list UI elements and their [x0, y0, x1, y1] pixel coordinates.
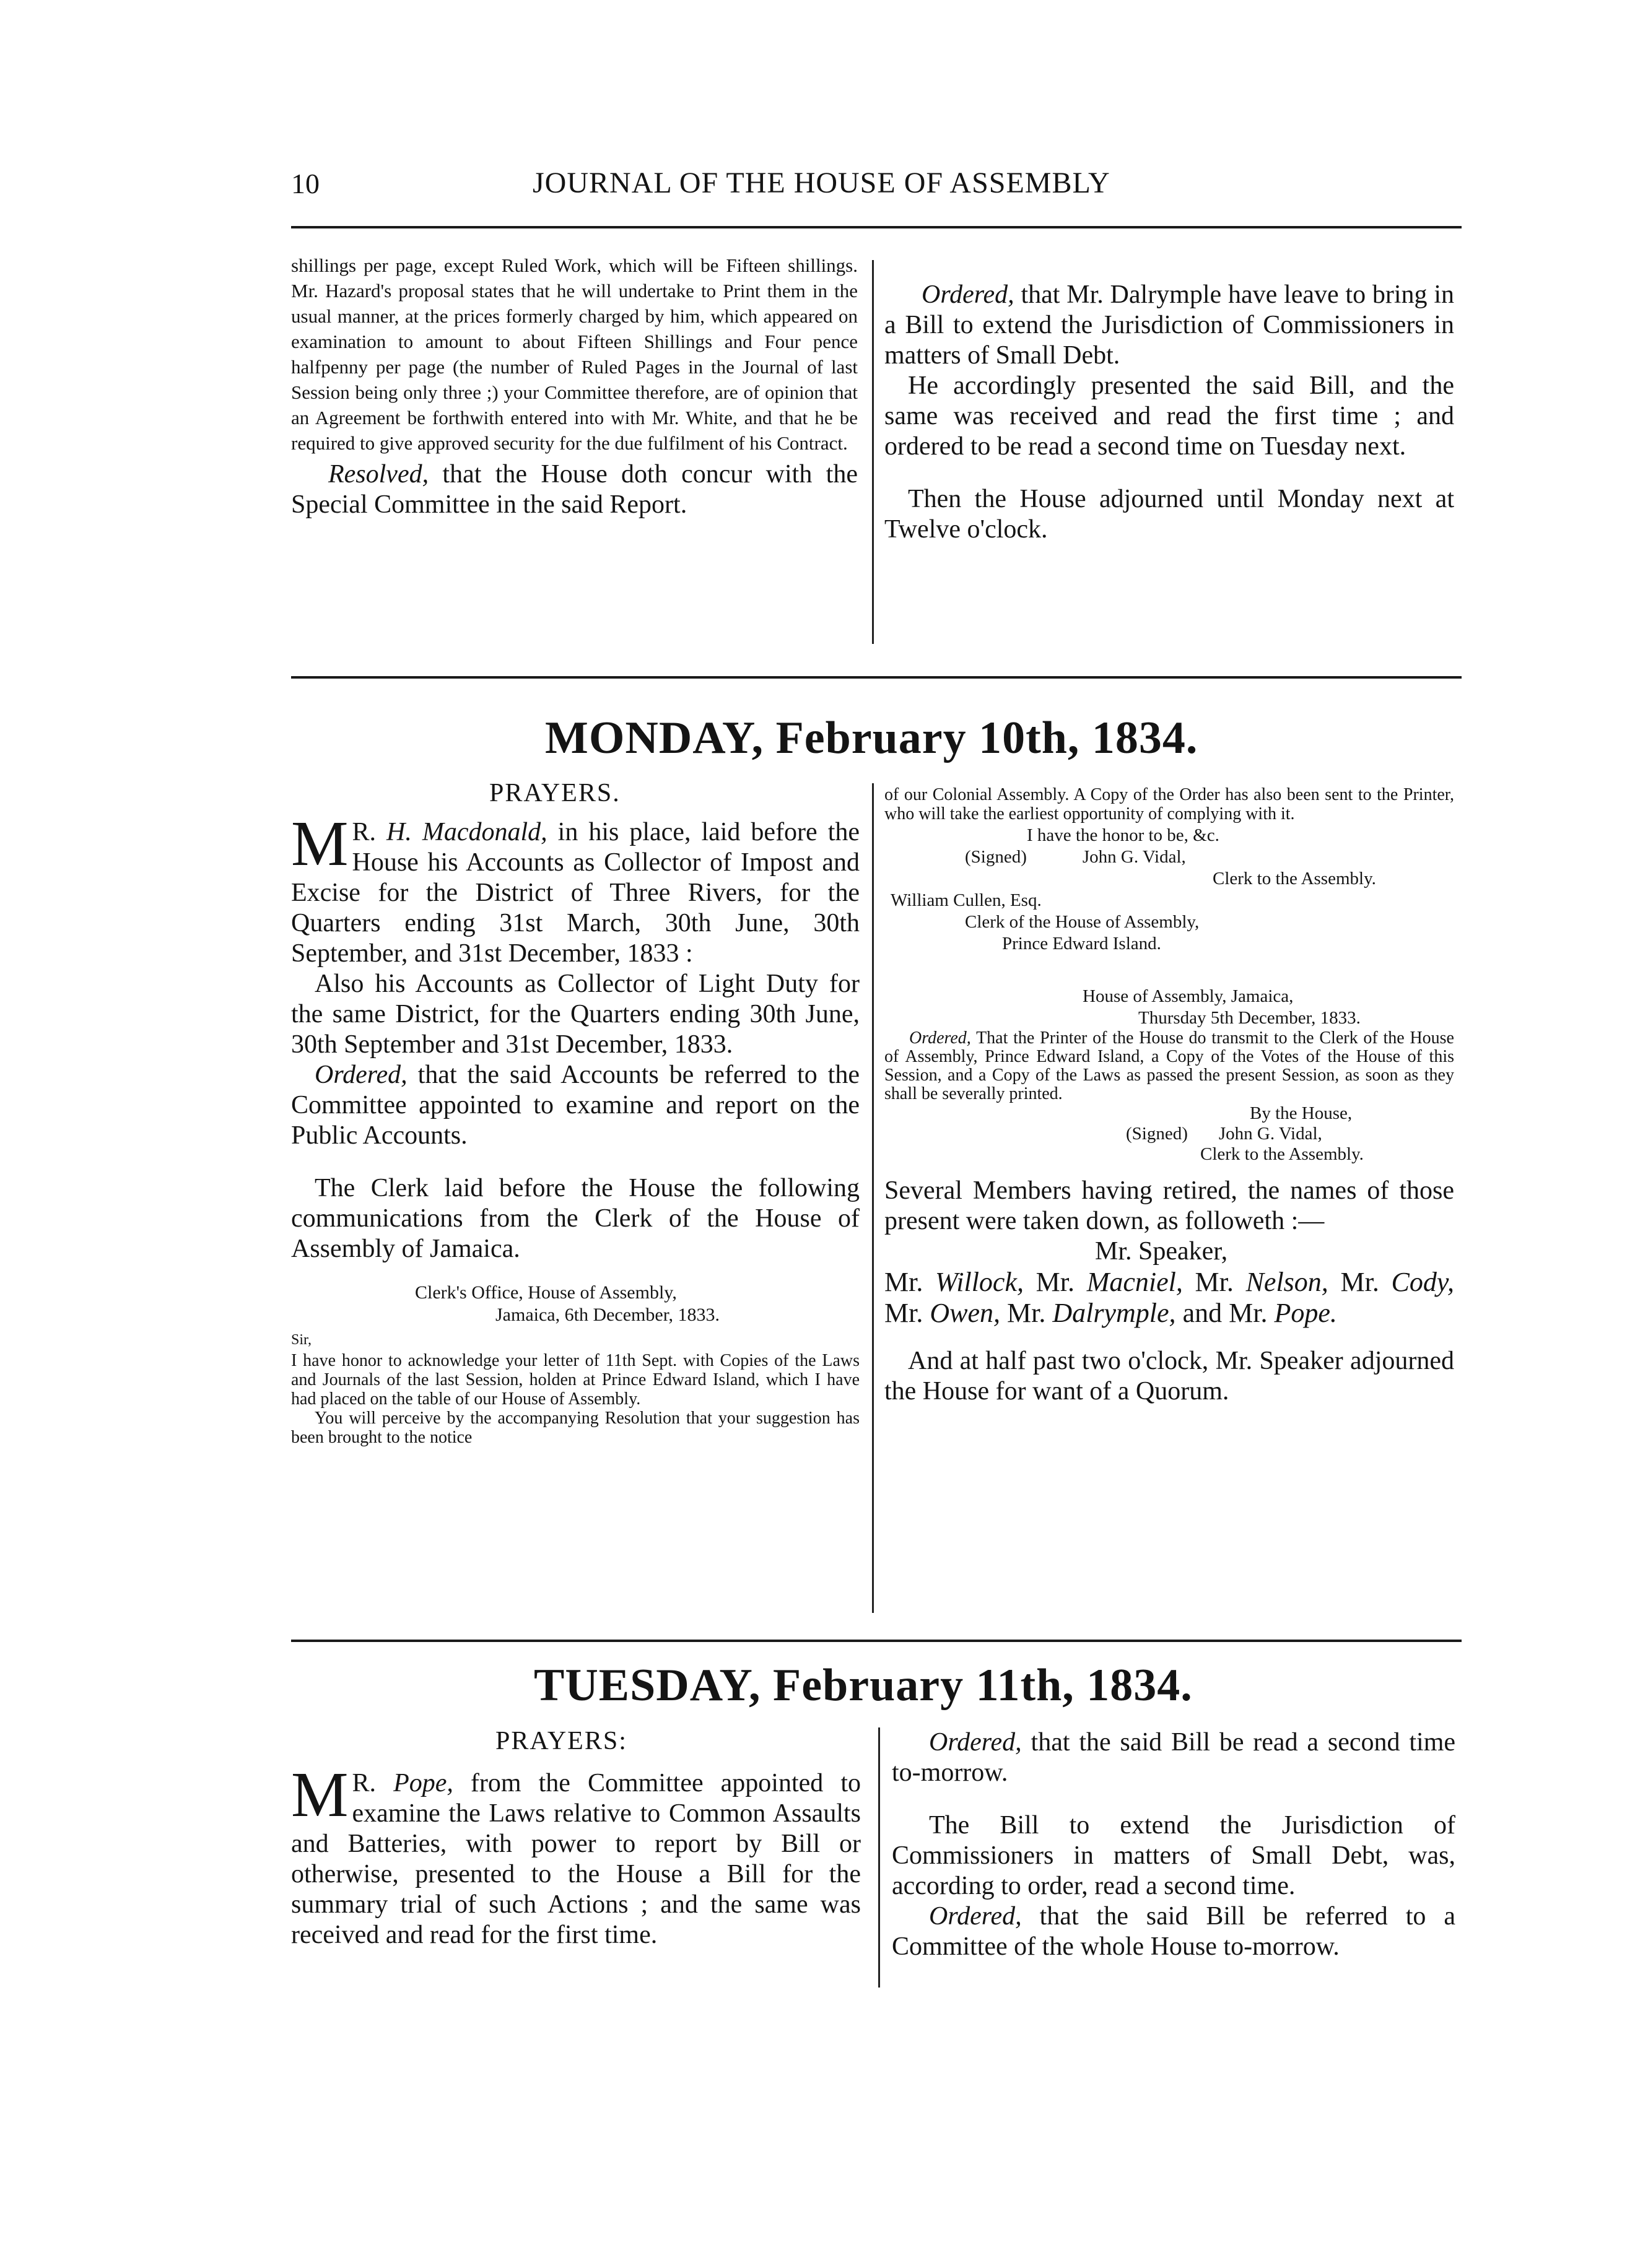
running-title: JOURNAL OF THE HOUSE OF ASSEMBLY: [533, 167, 1110, 199]
resolved-paragraph: [291, 459, 858, 520]
jamaica-order-label: Ordered,: [909, 1028, 971, 1048]
monday-right-column: [884, 785, 1454, 1407]
macdonald-paragraph: [291, 808, 860, 969]
ordered-label: Ordered,: [922, 280, 1014, 309]
jamaica-order-text: That the Printer of the House do transmit to the Clerk of the House of Assembly, Prince Edward Island, a Copy of the Votes of the House of this Session, and a Copy of the Laws as passed the present Session, as soon as they shall be severally printed.: [884, 1028, 1454, 1103]
pope-name: Pope,: [393, 1769, 453, 1797]
committee-report-text: shillings per page, except Ruled Work, which will be Fifteen shillings. Mr. Hazard's proposal states that he will undertake to Print them in the usual manner, at the prices formerly charged by him, which appeared on examination to amount to about Fifteen Shillings and Four pence halfpenny per page (the number of Ruled Pages in the Journal of last Session being only three ;) your Committee therefore, are of opinion that an Agreement be forthwith entered into with Mr. White, and that he be required to give approved security for the due fulfilment of his Contract.: [291, 254, 858, 454]
tuesday-prayers: PRAYERS:: [495, 1727, 627, 1755]
mr-2: Mr.: [1024, 1267, 1087, 1297]
addressee-title-1: Clerk of the House of Assembly,: [965, 912, 1200, 932]
member-macniel: Macniel,: [1086, 1267, 1183, 1297]
letter-body-2: You will perceive by the accompanying Resolution that your suggestion has been brought to the notice: [291, 1409, 860, 1447]
honor-line: I have the honor to be, &c.: [1027, 825, 1219, 845]
member-willock: Willock,: [935, 1267, 1024, 1297]
monday-left-column: [291, 808, 860, 1447]
member-nelson: Nelson,: [1245, 1267, 1328, 1297]
letter-place-line1: Clerk's Office, House of Assembly,: [415, 1282, 677, 1303]
monday-prayers: PRAYERS.: [489, 779, 621, 807]
tuesday-column-divider: [878, 1727, 880, 1988]
light-duty-paragraph: Also his Accounts as Collector of Light Duty for the same District, for the Quarters ending 30th June, 30th September and 31st December, 1833.: [291, 970, 860, 1059]
accounts-ordered-text: that the said Accounts be referred to the Committee appointed to examine and report on the Public Accounts.: [291, 1061, 860, 1150]
by-house-line: By the House,: [1250, 1103, 1353, 1123]
tuesday-heading: TUESDAY, February 11th, 1834.: [534, 1660, 1193, 1711]
adjourned-paragraph: Then the House adjourned until Monday next at Twelve o'clock.: [884, 485, 1454, 544]
mr-7: and Mr.: [1175, 1298, 1275, 1328]
mr-4: Mr.: [1328, 1267, 1392, 1297]
pope-text: from the Committee appointed to examine the Laws relative to Common Assaults and Batteries, with power to report by Bill or otherwise, presented to the House a Bill for the summary trial of such Actions ; and the same was received and read for the first time.: [291, 1769, 861, 1949]
mr-1: Mr.: [884, 1267, 936, 1297]
dropcap-m-tuesday: M: [291, 1759, 349, 1830]
tuesday-left-column: [291, 1759, 861, 1950]
monday-heading: MONDAY, February 10th, 1834.: [545, 713, 1198, 763]
mr-5: Mr.: [884, 1298, 930, 1328]
top-right-column: [884, 280, 1454, 545]
monday-column-divider: [872, 783, 874, 1613]
ordered-paragraph: [884, 280, 1454, 371]
presented-paragraph: He accordingly presented the said Bill, and the same was received and read the first time ; and ordered to be read a second time on Tuesday next.: [884, 371, 1454, 461]
order-place-2: Thursday 5th December, 1833.: [1138, 1008, 1361, 1028]
p1-start: R.: [352, 818, 387, 846]
signed2-label: (Signed): [1126, 1124, 1188, 1144]
letter-place-line2: Jamaica, 6th December, 1833.: [495, 1305, 720, 1325]
page-number: 10: [291, 168, 320, 199]
letter-body-1: I have honor to acknowledge your letter of 11th Sept. with Copies of the Laws and Journals of the last Session, holden at Prince Edward Island, which I have had placed on the table of our House of Assembly.: [291, 1351, 860, 1409]
mr-3: Mr.: [1182, 1267, 1246, 1297]
second-reading-paragraph: [892, 1727, 1455, 1788]
macdonald-name: H. Macdonald,: [386, 818, 547, 846]
letter-continuation: of our Colonial Assembly. A Copy of the Order has also been sent to the Printer, who will take the earliest opportunity of complying with it.: [884, 785, 1454, 823]
signer-title: Clerk to the Assembly.: [1213, 869, 1376, 889]
members-list: [884, 1267, 1454, 1329]
addressee-name: William Cullen, Esq.: [891, 890, 1042, 910]
retired-paragraph: Several Members having retired, the names of those present were taken down, as followeth :—: [884, 1176, 1454, 1235]
second-reading-label: Ordered,: [929, 1728, 1022, 1757]
signed2-line: [884, 1124, 1454, 1144]
ordered-text: that Mr. Dalrymple have leave to bring in a Bill to extend the Jurisdiction of Commissioners in matters of Small Debt.: [884, 280, 1454, 370]
macdonald-text: in his place, laid before the House his Accounts as Collector of Impost and Excise for the District of Three Rivers, for the Quarters ending 31st March, 30th June, 30th September, and 31st December, 1833 :: [291, 818, 860, 968]
clerk-communications-paragraph: The Clerk laid before the House the following communications from the Clerk of the House of Assembly of Jamaica.: [291, 1174, 860, 1263]
section-rule-tuesday: [291, 1640, 1462, 1642]
speaker-line: Mr. Speaker,: [1095, 1237, 1228, 1266]
order-place-1: House of Assembly, Jamaica,: [1083, 986, 1294, 1006]
member-dalrymple: Dalrymple,: [1052, 1298, 1176, 1328]
member-owen: Owen,: [930, 1298, 1001, 1328]
signer-name: John G. Vidal,: [1082, 847, 1186, 867]
member-cody: Cody,: [1391, 1267, 1454, 1297]
pope-p1-start: R.: [352, 1769, 394, 1797]
signed-line: [884, 846, 1454, 868]
signer2-title: Clerk to the Assembly.: [1200, 1144, 1364, 1164]
pope-paragraph: [291, 1759, 861, 1950]
tuesday-right-column: [892, 1727, 1455, 1962]
accounts-ordered-paragraph: [291, 1060, 860, 1151]
addressee-title-2: Prince Edward Island.: [1002, 934, 1161, 954]
committee-ordered-paragraph: [892, 1901, 1455, 1962]
dropcap-m: M: [291, 808, 349, 879]
jamaica-order-paragraph: [884, 1029, 1454, 1103]
committee-ordered-label: Ordered,: [929, 1902, 1022, 1931]
signer2-name: John G. Vidal,: [1218, 1124, 1322, 1144]
header-rule: [291, 226, 1462, 228]
member-pope: Pope.: [1274, 1298, 1337, 1328]
resolved-text: that the House doth concur with the Special Committee in the said Report.: [291, 460, 858, 519]
quorum-paragraph: And at half past two o'clock, Mr. Speaker adjourned the House for want of a Quorum.: [884, 1347, 1454, 1406]
resolved-label: Resolved,: [328, 460, 429, 489]
section-rule-monday: [291, 676, 1462, 679]
top-left-column: [291, 253, 858, 520]
letter-salutation: Sir,: [291, 1332, 312, 1348]
mr-6: Mr.: [1000, 1298, 1053, 1328]
small-debt-paragraph: The Bill to extend the Jurisdiction of Commissioners in matters of Small Debt, was, according to order, read a second time.: [892, 1811, 1455, 1900]
committee-ordered-text: that the said Bill be referred to a Committee of the whole House to-morrow.: [892, 1902, 1455, 1961]
signed-label: (Signed): [965, 847, 1027, 867]
accounts-ordered-label: Ordered,: [315, 1061, 408, 1089]
second-reading-text: that the said Bill be read a second time to-morrow.: [892, 1728, 1455, 1787]
top-column-divider: [872, 260, 874, 644]
